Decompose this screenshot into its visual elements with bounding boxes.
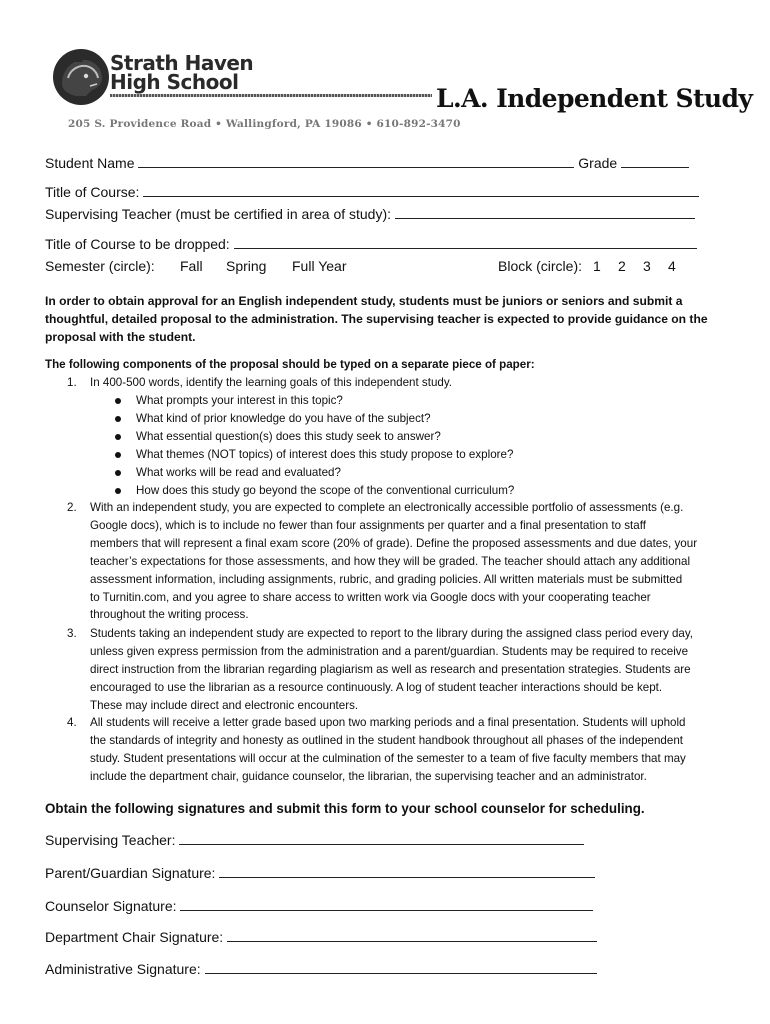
item3-text xyxy=(90,625,740,715)
school-name-line2: High School xyxy=(110,70,239,94)
signature-blank[interactable] xyxy=(179,832,584,845)
signature-label: Department Chair Signature: xyxy=(45,929,224,945)
bullet-icon xyxy=(115,470,121,476)
item-number: 2. xyxy=(67,501,77,514)
block-option-4[interactable]: 4 xyxy=(668,258,676,274)
bullet-text: How does this study go beyond the scope of the conventional curriculum? xyxy=(136,483,515,497)
item2-line: members that will represent a final exam score (20% of grade). Define the proposed assessments and due dates, your xyxy=(90,536,698,550)
semester-option-fall[interactable]: Fall xyxy=(180,258,203,274)
school-name-line1: Strath Haven xyxy=(110,51,254,75)
parent-signature-field[interactable] xyxy=(45,865,595,881)
item2-line: throughout the writing process. xyxy=(90,608,249,622)
item1-bullet-list xyxy=(115,392,635,499)
signature-blank[interactable] xyxy=(219,865,595,878)
signature-label: Supervising Teacher: xyxy=(45,832,176,848)
bullet-item xyxy=(115,482,635,500)
bullet-text: What kind of prior knowledge do you have of the subject? xyxy=(136,411,431,425)
counselor-signature-field[interactable] xyxy=(45,898,593,914)
item4-line: study. Student presentations will occur at the culmination of the semester to a team of five faculty members that may xyxy=(90,751,686,765)
signature-blank[interactable] xyxy=(180,898,593,911)
student-name-label: Student Name xyxy=(45,155,135,171)
bullet-item xyxy=(115,446,635,464)
signatures-heading: Obtain the following signatures and submit this form to your school counselor for scheduling. xyxy=(45,801,645,816)
item2-line: teacher’s expectations for those assessments, and how they will be graded. The teacher should attach any additional xyxy=(90,554,691,568)
signature-blank[interactable] xyxy=(205,961,597,974)
item3-line: unless given express permission from the administration and a parent/guardian. Students may be required to receive xyxy=(90,644,689,658)
item4-line: include the department chair, guidance counselor, the librarian, the supervising teacher and an administrator. xyxy=(90,769,647,783)
school-logo xyxy=(52,48,110,111)
dept-chair-signature-field[interactable] xyxy=(45,929,597,945)
item2-line: With an independent study, you are expected to complete an electronically accessible portfolio of assessments (e.g. xyxy=(90,501,684,514)
item2-line: Google docs), which is to include no fewer than four assignments per quarter and a final presentation to staff xyxy=(90,518,646,532)
supervising-teacher-blank[interactable] xyxy=(395,206,695,219)
intro-line: thoughtful, detailed proposal to the administration. The supervising teacher is expected to provide guidance on the xyxy=(45,312,708,326)
item3-line: encouraged to use the librarian as a resource continuously. A log of student teacher interactions should be kept. xyxy=(90,680,663,694)
item3-line: direct instruction from the librarian regarding plagiarism as well as research and presentation strategies. Students are xyxy=(90,662,691,676)
item1-text: In 400-500 words, identify the learning goals of this independent study. xyxy=(90,376,453,389)
header-divider xyxy=(110,94,432,97)
intro-line: In order to obtain approval for an English independent study, students must be juniors or seniors and submit a xyxy=(45,294,683,308)
supervising-teacher-label: Supervising Teacher (must be certified in area of study): xyxy=(45,206,392,222)
bullet-item xyxy=(115,464,635,482)
bullet-text: What essential question(s) does this study seek to answer? xyxy=(136,429,441,443)
block-option-2[interactable]: 2 xyxy=(618,258,626,274)
components-heading: The following components of the proposal should be typed on a separate piece of paper: xyxy=(45,358,535,371)
bullet-item xyxy=(115,410,635,428)
title-of-course-field[interactable] xyxy=(45,184,699,200)
student-name-field[interactable] xyxy=(45,155,689,171)
supervising-teacher-field[interactable] xyxy=(45,206,695,222)
signature-label: Administrative Signature: xyxy=(45,961,201,977)
block-label: Block (circle): xyxy=(498,258,583,274)
bullet-icon xyxy=(115,488,121,494)
signature-blank[interactable] xyxy=(227,929,597,942)
semester-label: Semester (circle): xyxy=(45,258,155,274)
item2-line: to Turnitin.com, and you agree to share access to written work via Google docs with your cooperating teacher xyxy=(90,590,651,604)
item-number: 3. xyxy=(67,627,77,640)
signature-label: Counselor Signature: xyxy=(45,898,177,914)
school-address: 205 S. Providence Road • Wallingford, PA 19086 • 610-892-3470 xyxy=(68,118,461,130)
item3-line: These may include direct and electronic encounters. xyxy=(90,698,359,712)
student-name-blank[interactable] xyxy=(138,155,574,168)
item4-text xyxy=(90,714,740,786)
semester-option-full-year[interactable]: Full Year xyxy=(292,258,347,274)
title-of-course-label: Title of Course: xyxy=(45,184,140,200)
bullet-item xyxy=(115,392,635,410)
course-dropped-label: Title of Course to be dropped: xyxy=(45,236,230,252)
bullet-text: What works will be read and evaluated? xyxy=(136,465,341,479)
title-of-course-blank[interactable] xyxy=(143,184,699,197)
bullet-icon xyxy=(115,434,121,440)
form-title: L.A. Independent Study xyxy=(436,84,753,113)
item4-line: All students will receive a letter grade based upon two marking periods and a final presentation. Students will uphold xyxy=(90,716,686,729)
item2-text xyxy=(90,499,740,624)
block-option-1[interactable]: 1 xyxy=(593,258,601,274)
item-number: 1. xyxy=(67,376,77,389)
item4-line: the standards of integrity and honesty as outlined in the student handbook throughout all phases of the independent xyxy=(90,733,684,747)
panther-logo-icon xyxy=(52,48,110,106)
course-dropped-field[interactable] xyxy=(45,236,697,252)
item2-line: assessment information, including assignments, rubric, and grading policies. All written materials must be submitted xyxy=(90,572,683,586)
bullet-icon xyxy=(115,452,121,458)
semester-option-spring[interactable]: Spring xyxy=(226,258,267,274)
bullet-text: What prompts your interest in this topic? xyxy=(136,394,343,407)
intro-line: proposal with the student. xyxy=(45,330,196,344)
grade-blank[interactable] xyxy=(621,155,689,168)
bullet-item xyxy=(115,428,635,446)
bullet-icon xyxy=(115,416,121,422)
item3-line: Students taking an independent study are expected to report to the library during the assigned class period every day, xyxy=(90,627,694,640)
supervising-teacher-signature-field[interactable] xyxy=(45,832,584,848)
admin-signature-field[interactable] xyxy=(45,961,597,977)
item-number: 4. xyxy=(67,716,77,729)
signature-label: Parent/Guardian Signature: xyxy=(45,865,216,881)
bullet-icon xyxy=(115,398,121,404)
block-option-3[interactable]: 3 xyxy=(643,258,651,274)
grade-label: Grade xyxy=(578,155,618,171)
course-dropped-blank[interactable] xyxy=(234,236,697,249)
intro-paragraph xyxy=(45,292,735,346)
bullet-text: What themes (NOT topics) of interest does this study propose to explore? xyxy=(136,447,514,461)
